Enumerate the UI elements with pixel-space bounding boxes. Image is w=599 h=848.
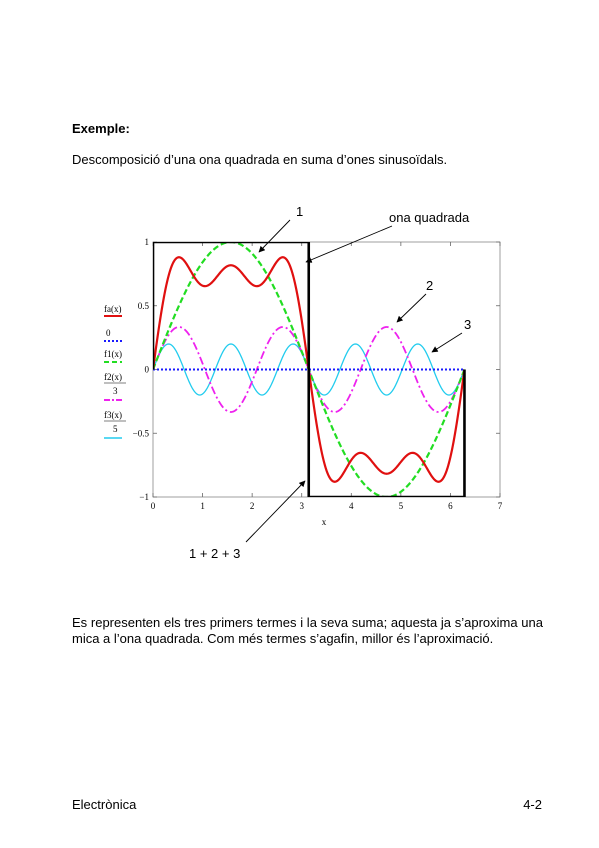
annotation-1: 1 — [296, 204, 304, 219]
y-tick-label: 1 — [144, 237, 149, 247]
arrow-square — [306, 226, 392, 262]
x-tick-label: 6 — [448, 501, 453, 511]
arrow-3 — [432, 333, 462, 352]
y-tick-label: −1 — [139, 492, 149, 502]
y-tick-label: 0.5 — [137, 300, 149, 311]
annotation-2: 2 — [426, 278, 434, 293]
legend-f2-den: 3 — [113, 386, 118, 396]
legend-zero: 0 — [106, 328, 111, 338]
arrow-1 — [259, 220, 290, 252]
y-tick-label: 0 — [144, 364, 149, 375]
annotation-sum: 1 + 2 + 3 — [189, 546, 241, 561]
x-tick-label: 7 — [497, 501, 503, 511]
arrow-sum — [246, 481, 305, 542]
legend-f3-num: f3(x) — [104, 410, 122, 420]
legend-f2-num: f2(x) — [104, 372, 122, 382]
legend-fa: fa(x) — [104, 304, 122, 314]
annotation-3: 3 — [464, 317, 472, 332]
x-tick-label: 3 — [299, 501, 304, 511]
footer-page-number: 4-2 — [523, 797, 542, 812]
legend-f3-den: 5 — [113, 424, 118, 434]
x-tick-label: 0 — [150, 501, 156, 511]
x-tick-label: 2 — [249, 501, 255, 511]
arrow-2 — [397, 294, 426, 322]
y-tick-label: −0.5 — [132, 428, 149, 439]
intro-text: Descomposició d’una ona quadrada en suma d’ones sinusoïdals. — [72, 152, 448, 167]
x-tick-label: 5 — [398, 501, 404, 511]
annotation-square: ona quadrada — [389, 210, 470, 225]
legend — [104, 304, 126, 438]
x-tick-label: 4 — [349, 501, 354, 511]
footer-subject: Electrònica — [72, 797, 137, 812]
x-axis-label: x — [321, 517, 327, 527]
body-paragraph: Es representen els tres primers termes i la seva suma; aquesta ja s’aproxima una mica a l’ona quadrada. Com més termes s’agafin, millor és l’aproximació. — [72, 615, 543, 646]
example-heading: Exemple: — [72, 121, 130, 136]
x-tick-label: 1 — [200, 501, 205, 511]
legend-f1: f1(x) — [104, 349, 122, 359]
